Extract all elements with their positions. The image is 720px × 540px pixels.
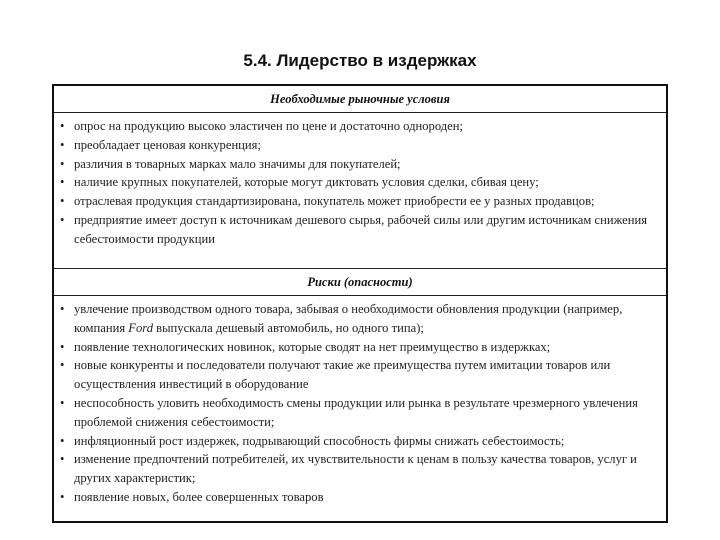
item-text: выпускала дешевый автомобиль, но одного типа); xyxy=(153,320,424,335)
list-item: • появление технологических новинок, которые сводят на нет преимущество в издержках; xyxy=(74,338,658,357)
list-item: • неспособность уловить необходимость смены продукции или рынка в результате чрезмерного увлечения проблемой снижения себестоимости; xyxy=(74,394,658,432)
list-item: • отраслевая продукция стандартизирована, покупатель может приобрести ее у разных продавцов; xyxy=(74,192,658,211)
list-item: • опрос на продукцию высоко эластичен по цене и достаточно однороден; xyxy=(74,117,658,136)
list-item: • преобладает ценовая конкуренция; xyxy=(74,136,658,155)
page-title: 5.4. Лидерство в издержках xyxy=(243,51,477,70)
list-item xyxy=(74,300,658,338)
section-header-risks: Риски (опасности) xyxy=(307,275,413,289)
risks-list xyxy=(54,296,666,511)
list-item: • различия в товарных марках мало значимы для покупателей; xyxy=(74,155,658,174)
item-text: увлечение производством одного товара, забывая о необходимости обновления продукции (например, компания xyxy=(74,302,623,335)
list-item: • предприятие имеет доступ к источникам дешевого сырья, рабочей силы или другим источникам снижения себестоимости продукции xyxy=(74,211,658,249)
section-header-conditions: Необходимые рыночные условия xyxy=(270,92,450,106)
list-item: • изменение предпочтений потребителей, их чувствительности к ценам в пользу качества товаров, услуг и других характеристик; xyxy=(74,450,658,488)
list-item: • наличие крупных покупателей, которые могут диктовать условия сделки, сбивая цену; xyxy=(74,173,658,192)
conditions-list xyxy=(54,113,666,268)
list-item: • инфляционный рост издержек, подрывающий способность фирмы снижать себестоимость; xyxy=(74,432,658,451)
list-item: • новые конкуренты и последователи получают такие же преимущества путем имитации товаров или осуществления инвестиций в оборудование xyxy=(74,356,658,394)
strategy-table xyxy=(52,84,668,523)
company-name: Ford xyxy=(128,320,153,335)
list-item: • появление новых, более совершенных товаров xyxy=(74,488,658,507)
